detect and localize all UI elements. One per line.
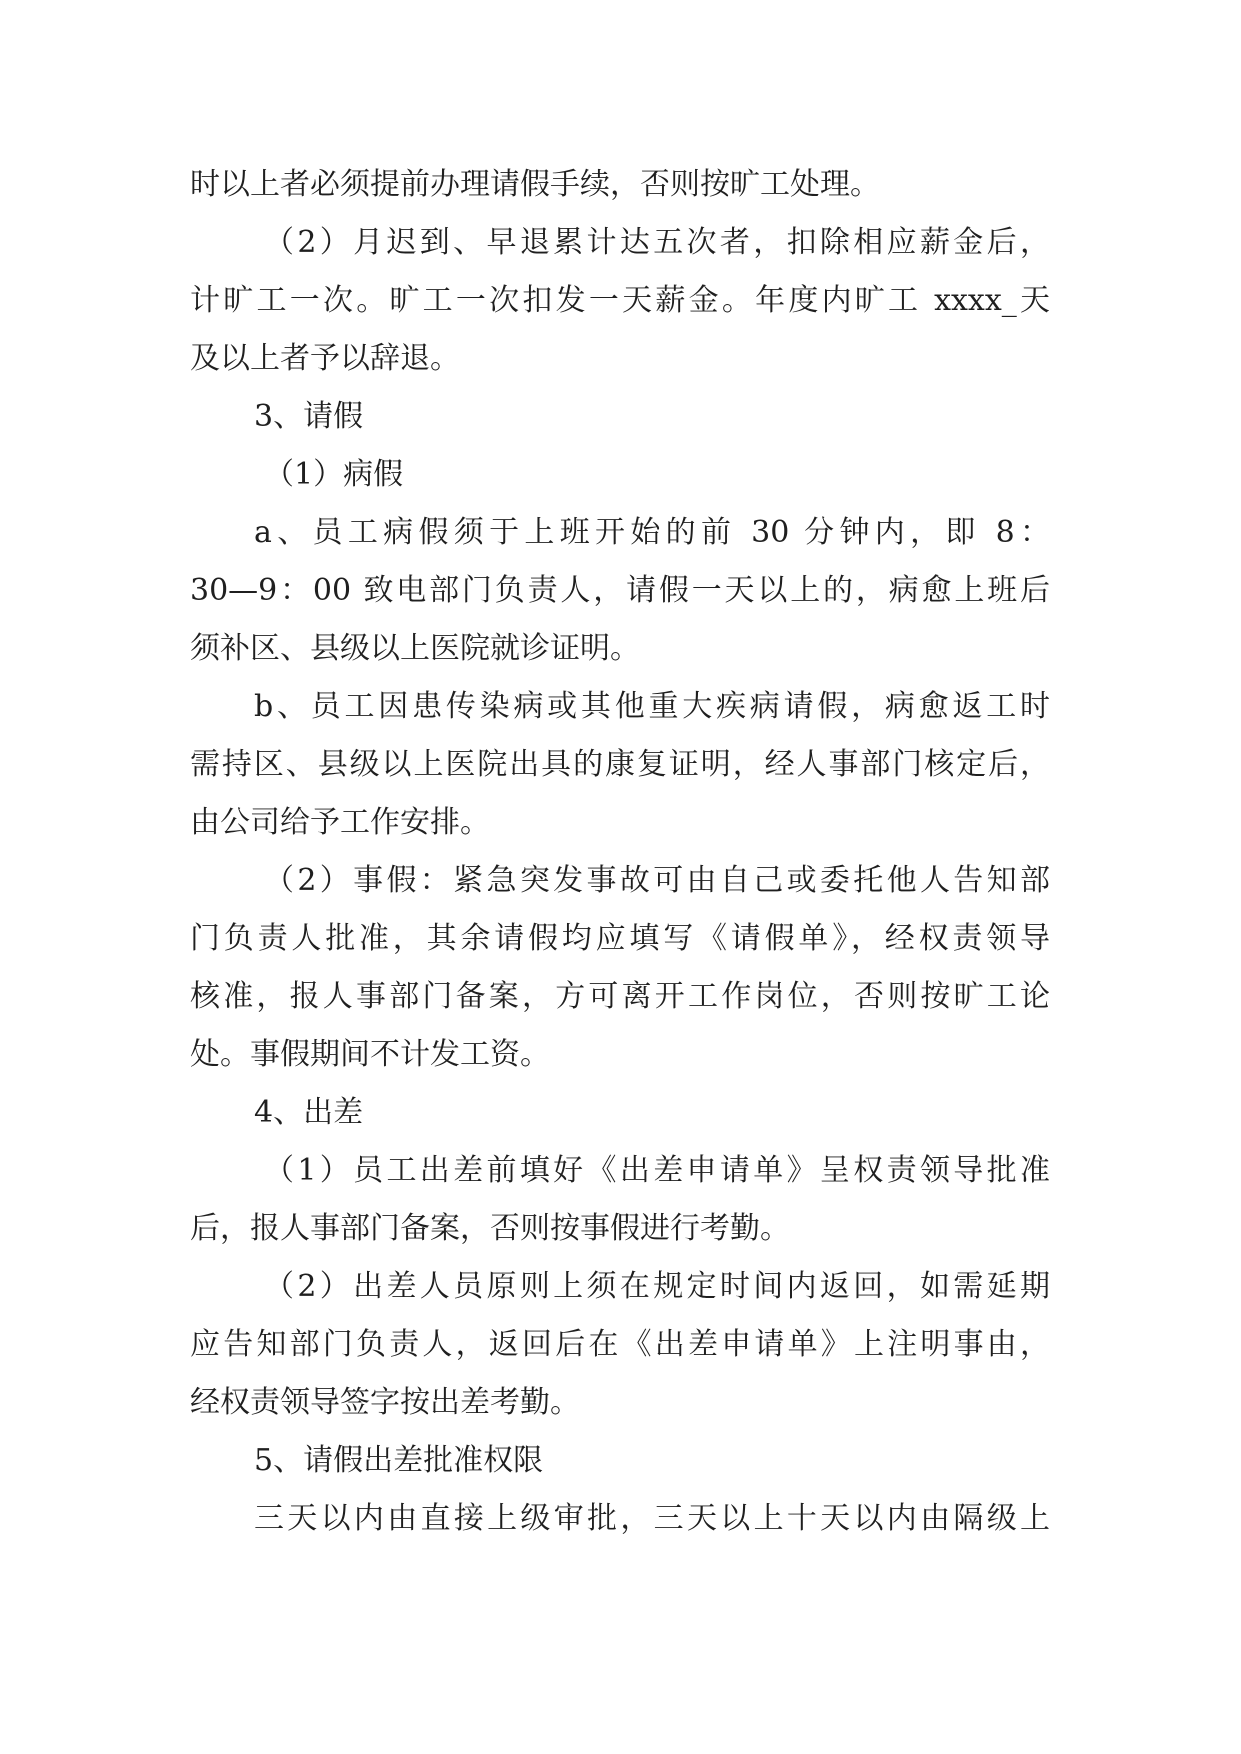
document-line: 时以上者必须提前办理请假手续，否则按旷工处理。 xyxy=(190,167,880,202)
document-line: 及以上者予以辞退。 xyxy=(190,341,460,376)
document-line: 三天以内由直接上级审批，三天以上十天以内由隔级上 xyxy=(254,1501,1050,1536)
document-line: 3、请假 xyxy=(254,399,364,434)
document-line: （2）事假：紧急突发事故可由自己或委托他人告知部 xyxy=(264,863,1050,898)
document-line: 应告知部门负责人，返回后在《出差申请单》上注明事由， xyxy=(190,1327,1050,1362)
document-line: （2）出差人员原则上须在规定时间内返回，如需延期 xyxy=(264,1269,1050,1304)
document-line: 经权责领导签字按出差考勤。 xyxy=(190,1385,580,1420)
document-line: 门负责人批准，其余请假均应填写《请假单》，经权责领导 xyxy=(190,921,1050,956)
document-line: 计旷工一次。旷工一次扣发一天薪金。年度内旷工 xxxx_天 xyxy=(190,283,1050,318)
document-line: 处。事假期间不计发工资。 xyxy=(190,1037,550,1072)
document-line: （1）病假 xyxy=(264,457,404,492)
document-body xyxy=(190,156,1050,1548)
document-line: 须补区、县级以上医院就诊证明。 xyxy=(190,631,640,666)
document-line: 需持区、县级以上医院出具的康复证明，经人事部门核定后， xyxy=(190,747,1050,782)
document-line: 由公司给予工作安排。 xyxy=(190,805,490,840)
document-line: （1）员工出差前填好《出差申请单》呈权责领导批准 xyxy=(264,1153,1050,1188)
document-line: 后，报人事部门备案，否则按事假进行考勤。 xyxy=(190,1211,790,1246)
document-line: a、员工病假须于上班开始的前 30 分钟内，即 8： xyxy=(254,515,1050,550)
document-line: 4、出差 xyxy=(254,1095,364,1130)
document-line: （2）月迟到、早退累计达五次者，扣除相应薪金后， xyxy=(264,225,1050,260)
document-line: 5、请假出差批准权限 xyxy=(254,1443,544,1478)
document-line: 核准，报人事部门备案，方可离开工作岗位，否则按旷工论 xyxy=(190,979,1050,1014)
document-line: b、员工因患传染病或其他重大疾病请假，病愈返工时 xyxy=(254,689,1050,724)
document-line: 30—9：00 致电部门负责人，请假一天以上的，病愈上班后 xyxy=(190,573,1050,608)
